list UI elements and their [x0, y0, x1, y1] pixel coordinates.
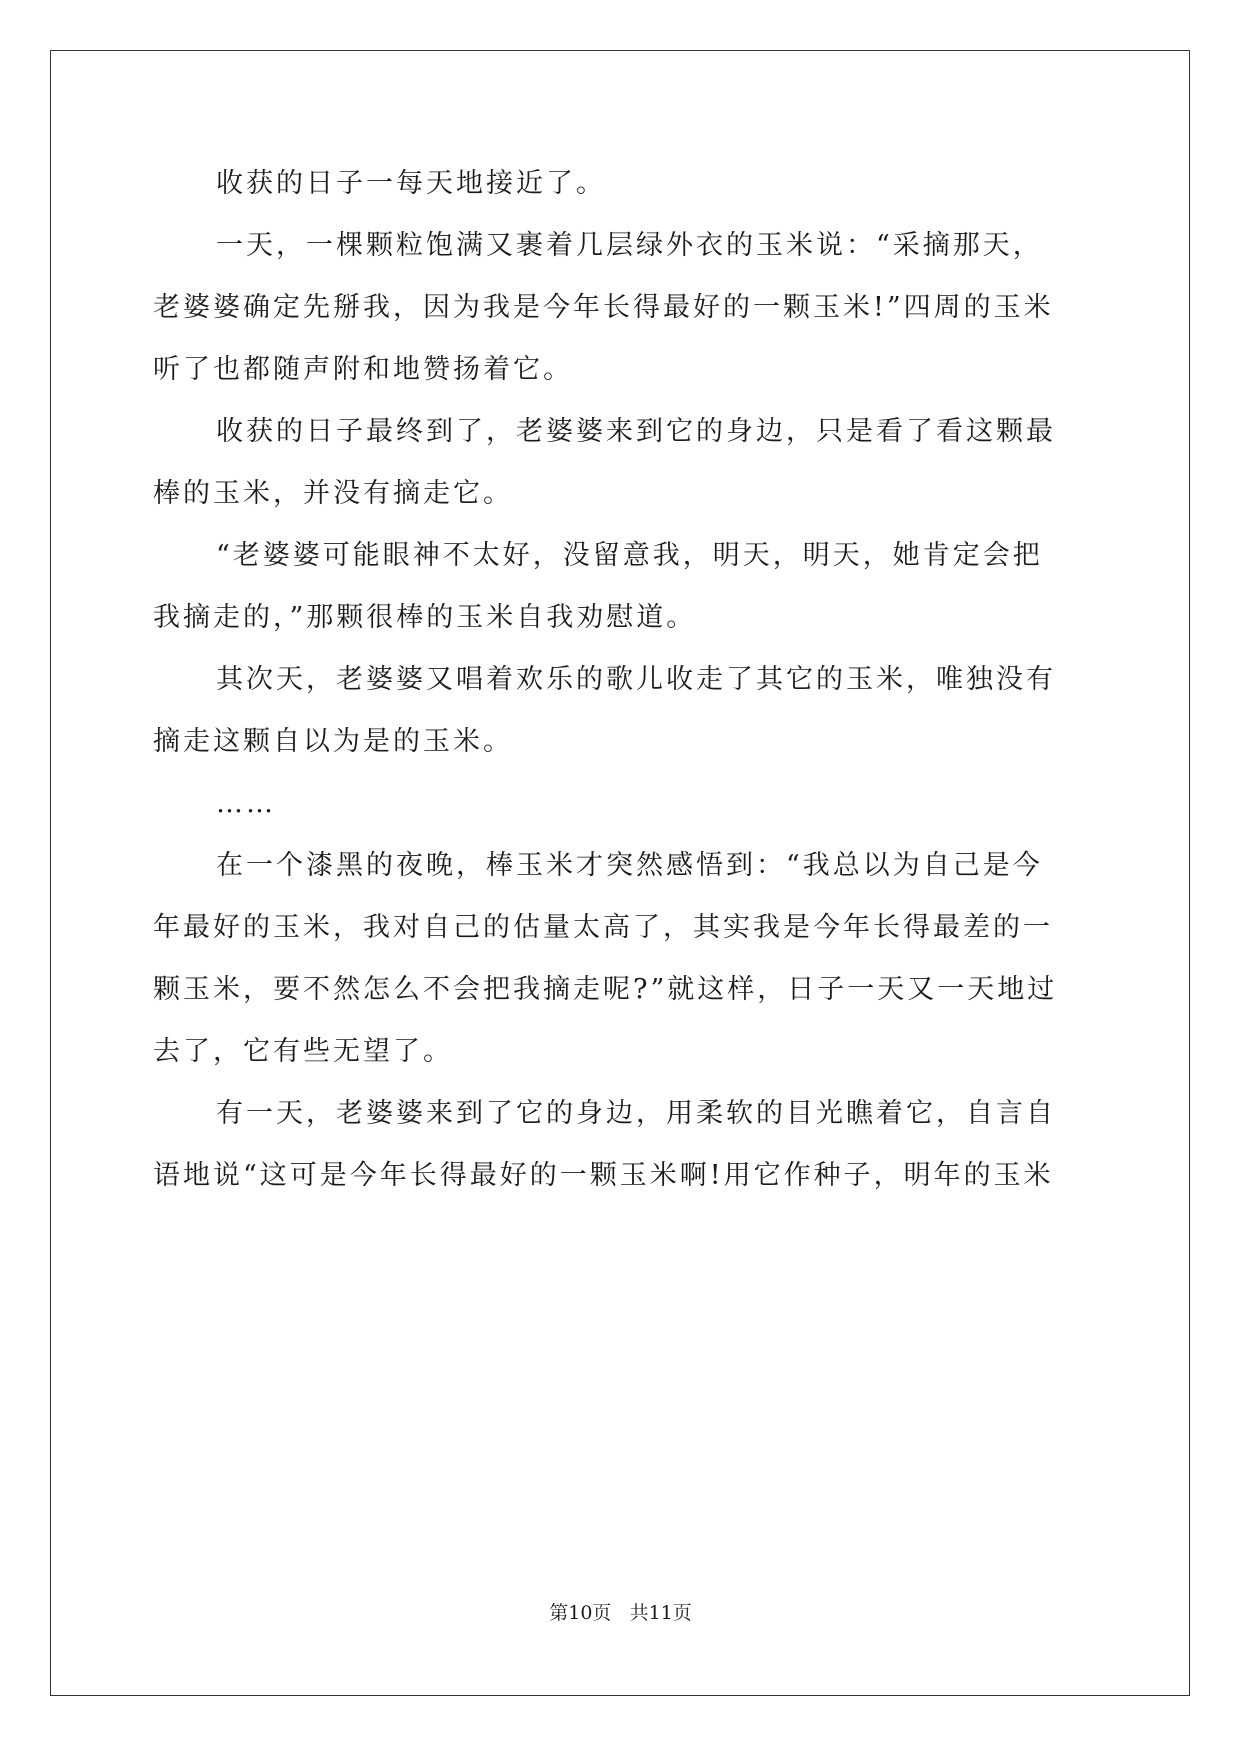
text-line: 有一天，老婆婆来到了它的身边，用柔软的目光瞧着它，自言自	[216, 1098, 1056, 1129]
page-number: 第10页	[549, 1602, 612, 1624]
text-line: 一天，一棵颗粒饱满又裹着几层绿外衣的玉米说：“采摘那天，	[216, 230, 1043, 261]
text-line: 棒的玉米，并没有摘走它。	[153, 478, 513, 509]
text-line: 收获的日子一每天地接近了。	[216, 168, 606, 199]
ellipsis-line: ……	[216, 788, 276, 819]
text-line: 语地说“这可是今年长得最好的一颗玉米啊!用它作种子，明年的玉米	[153, 1160, 1054, 1191]
document-body	[153, 164, 1093, 1218]
text-line: 年最好的玉米，我对自己的估量太高了，其实我是今年长得最差的一	[153, 912, 1053, 943]
text-line: 其次天，老婆婆又唱着欢乐的歌儿收走了其它的玉米，唯独没有	[216, 664, 1056, 695]
page-footer	[0, 1598, 1241, 1625]
text-line: 颗玉米，要不然怎么不会把我摘走呢?”就这样，日子一天又一天地过	[153, 974, 1058, 1005]
text-line: 我摘走的，”那颗很棒的玉米自我劝慰道。	[153, 602, 697, 633]
text-line: 收获的日子最终到了，老婆婆来到它的身边，只是看了看这颗最	[216, 416, 1056, 447]
text-line: 听了也都随声附和地赞扬着它。	[153, 354, 573, 385]
text-line: 去了，它有些无望了。	[153, 1036, 453, 1067]
text-line: 在一个漆黑的夜晚，棒玉米才突然感悟到：“我总以为自己是今	[216, 850, 1043, 881]
text-line: 老婆婆确定先掰我，因为我是今年长得最好的一颗玉米!”四周的玉米	[153, 292, 1054, 323]
page-total: 共11页	[629, 1602, 692, 1624]
text-line: 摘走这颗自以为是的玉米。	[153, 726, 513, 757]
text-line: “老婆婆可能眼神不太好，没留意我，明天，明天，她肯定会把	[216, 540, 1043, 571]
